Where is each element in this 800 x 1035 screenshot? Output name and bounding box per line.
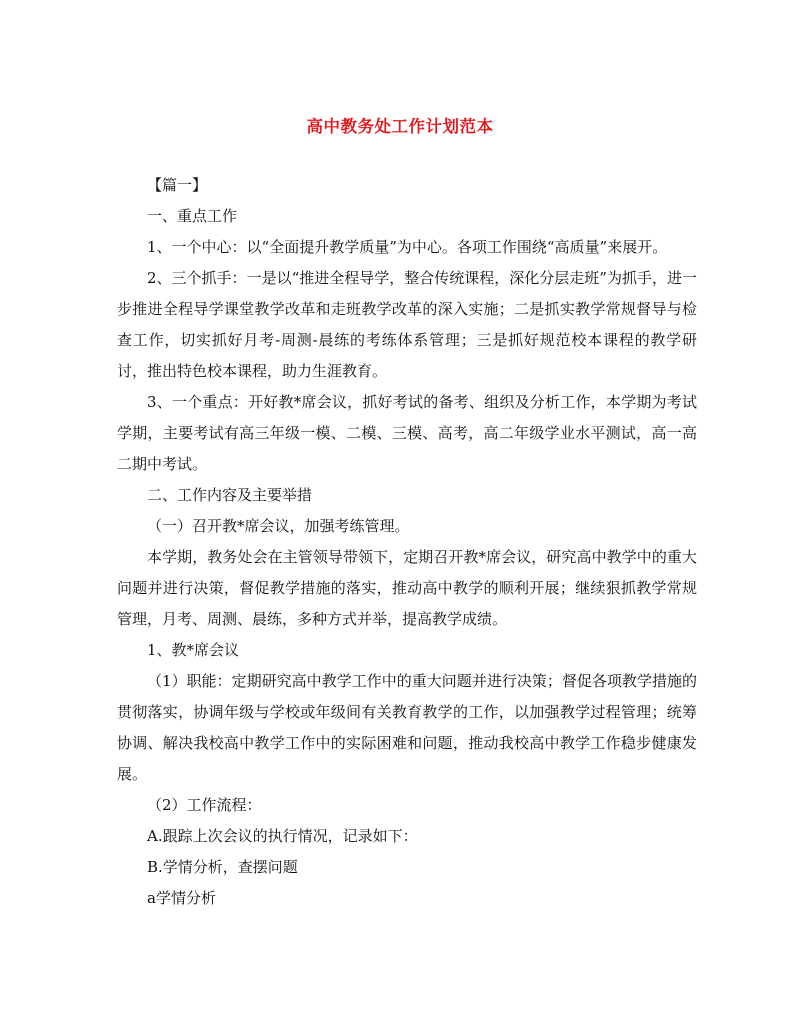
paragraph-one-focus: 3、一个重点：开好教*席会议，抓好考试的备考、组织及分析工作，本学期为考试学期，主要考试有高三年级一模、二模、三模、高考，高二年级学业水平测试，高一高二期中考试。	[117, 393, 697, 473]
document-title: 高中教务处工作计划范本	[306, 117, 494, 136]
section-heading-key-work: 一、重点工作	[147, 207, 238, 225]
list-item-b: B.学情分析，查摆问题	[147, 858, 298, 876]
list-item-a: A.跟踪上次会议的执行情况，记录如下：	[147, 827, 418, 845]
paragraph-semester: 本学期，教务处会在主管领导带领下，定期召开教*席会议，研究高中教学中的重大问题并进行决策，督促教学措施的落实，推动高中教学的顺利开展；继续狠抓教学常规管理，月考、周测、晨练，多种方式并举，提高教学成绩。	[117, 548, 697, 628]
paragraph-three-handles: 2、三个抓手：一是以“推进全程导学，整合传统课程，深化分层走班”为抓手，进一步推进全程导学课堂教学改革和走班教学改革的深入实施；二是抓实教学常规督导与检查工作，切实抓好月考-周测-晨练的考练体系管理；三是抓好规范校本课程的教学研讨，推出特色校本课程，助力生涯教育。	[117, 269, 697, 380]
paragraph-one-center: 1、一个中心：以“全面提升教学质量”为中心。各项工作围绕“高质量”来展开。	[147, 238, 668, 256]
subheading-meeting: （一）召开教*席会议，加强考练管理。	[147, 517, 410, 535]
section-heading-part-one: 【篇一】	[147, 176, 208, 194]
paragraph-functions: （1）职能：定期研究高中教学工作中的重大问题并进行决策；督促各项教学措施的贯彻落实，协调年级与学校或年级间有关教育教学的工作，以加强教学过程管理；统筹协调、解决我校高中教学工作中的实际困难和问题，推动我校高中教学工作稳步健康发展。	[117, 672, 697, 783]
section-heading-work-content: 二、工作内容及主要举措	[147, 486, 313, 504]
list-item-a-sub: a学情分析	[147, 889, 216, 907]
document-body	[117, 170, 697, 914]
subheading-meeting-item: 1、教*席会议	[147, 641, 240, 659]
subheading-workflow: （2）工作流程：	[147, 796, 262, 814]
